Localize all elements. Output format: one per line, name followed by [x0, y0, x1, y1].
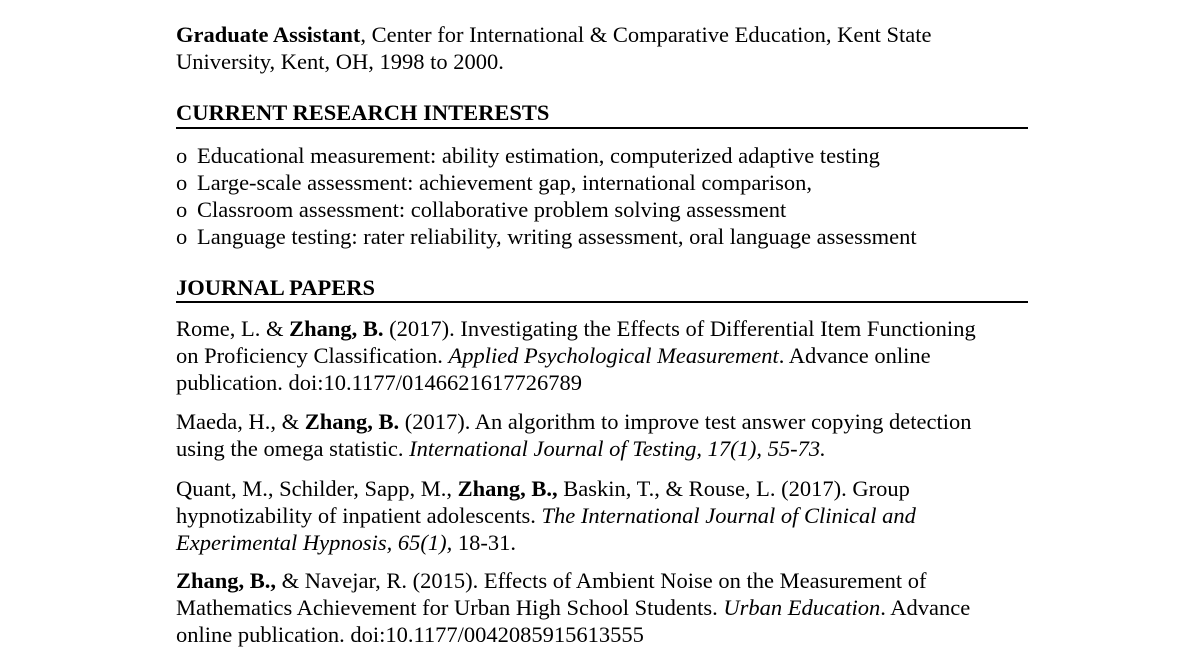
cv-page	[176, 0, 1028, 647]
employment-entry	[176, 21, 1028, 75]
paper-line: Experimental Hypnosis, 65(1), 18-31.	[176, 530, 516, 555]
employment-line-2: University, Kent, OH, 1998 to 2000.	[176, 49, 504, 74]
journal-name: Urban Education	[723, 595, 881, 620]
paper-line: on Proficiency Classification. Applied Psychological Measurement. Advance online	[176, 343, 931, 368]
paper-line: Maeda, H., & Zhang, B. (2017). An algorithm to improve test answer copying detection	[176, 409, 972, 434]
bullet-circle-icon: o	[176, 170, 188, 195]
paper-line: Rome, L. & Zhang, B. (2017). Investigating the Effects of Differential Item Functioning	[176, 316, 976, 341]
highlighted-author: Zhang, B.,	[457, 476, 558, 501]
research-heading-rule	[176, 127, 1028, 129]
research-interests-heading: CURRENT RESEARCH INTERESTS	[176, 100, 550, 125]
highlighted-author: Zhang, B.,	[176, 568, 277, 593]
employment-role: Graduate Assistant	[176, 22, 361, 47]
employment-org: , Center for International & Comparative Education, Kent State	[360, 22, 932, 47]
list-item: o Classroom assessment: collaborative problem solving assessment	[176, 197, 787, 222]
journal-paper-entry	[176, 408, 1028, 462]
list-item: o Educational measurement: ability estimation, computerized adaptive testing	[176, 143, 880, 168]
paper-line: online publication. doi:10.1177/0042085915613555	[176, 622, 644, 647]
journal-papers-heading: JOURNAL PAPERS	[176, 275, 375, 300]
journal-name: Applied Psychological Measurement	[448, 343, 779, 368]
journal-name: The International Journal of Clinical and	[541, 503, 916, 528]
paper-line: Quant, M., Schilder, Sapp, M., Zhang, B., Baskin, T., & Rouse, L. (2017). Group	[176, 476, 910, 501]
journal-paper-entry	[176, 315, 1028, 396]
paper-line: Zhang, B., & Navejar, R. (2015). Effects of Ambient Noise on the Measurement of	[176, 568, 927, 593]
journal-paper-entry	[176, 475, 1028, 556]
journal-paper-entry	[176, 567, 1028, 648]
paper-line: hypnotizability of inpatient adolescents. The International Journal of Clinical and	[176, 503, 916, 528]
journal-name: International Journal of Testing, 17(1), 55-73.	[409, 436, 826, 461]
highlighted-author: Zhang, B.	[304, 409, 400, 434]
research-interests-list	[176, 142, 1028, 250]
highlighted-author: Zhang, B.	[289, 316, 384, 341]
bullet-circle-icon: o	[176, 197, 188, 222]
list-item: o Language testing: rater reliability, writing assessment, oral language assessment	[176, 224, 917, 249]
paper-line: Mathematics Achievement for Urban High School Students. Urban Education. Advance	[176, 595, 971, 620]
list-item: o Large-scale assessment: achievement gap, international comparison,	[176, 170, 812, 195]
journal-name: Experimental Hypnosis, 65(1),	[176, 530, 453, 555]
paper-line: using the omega statistic. International Journal of Testing, 17(1), 55-73.	[176, 436, 826, 461]
bullet-circle-icon: o	[176, 224, 188, 249]
journal-heading-rule	[176, 301, 1028, 303]
bullet-circle-icon: o	[176, 143, 188, 168]
paper-line: publication. doi:10.1177/0146621617726789	[176, 370, 583, 395]
employment-line-1	[176, 21, 1028, 48]
